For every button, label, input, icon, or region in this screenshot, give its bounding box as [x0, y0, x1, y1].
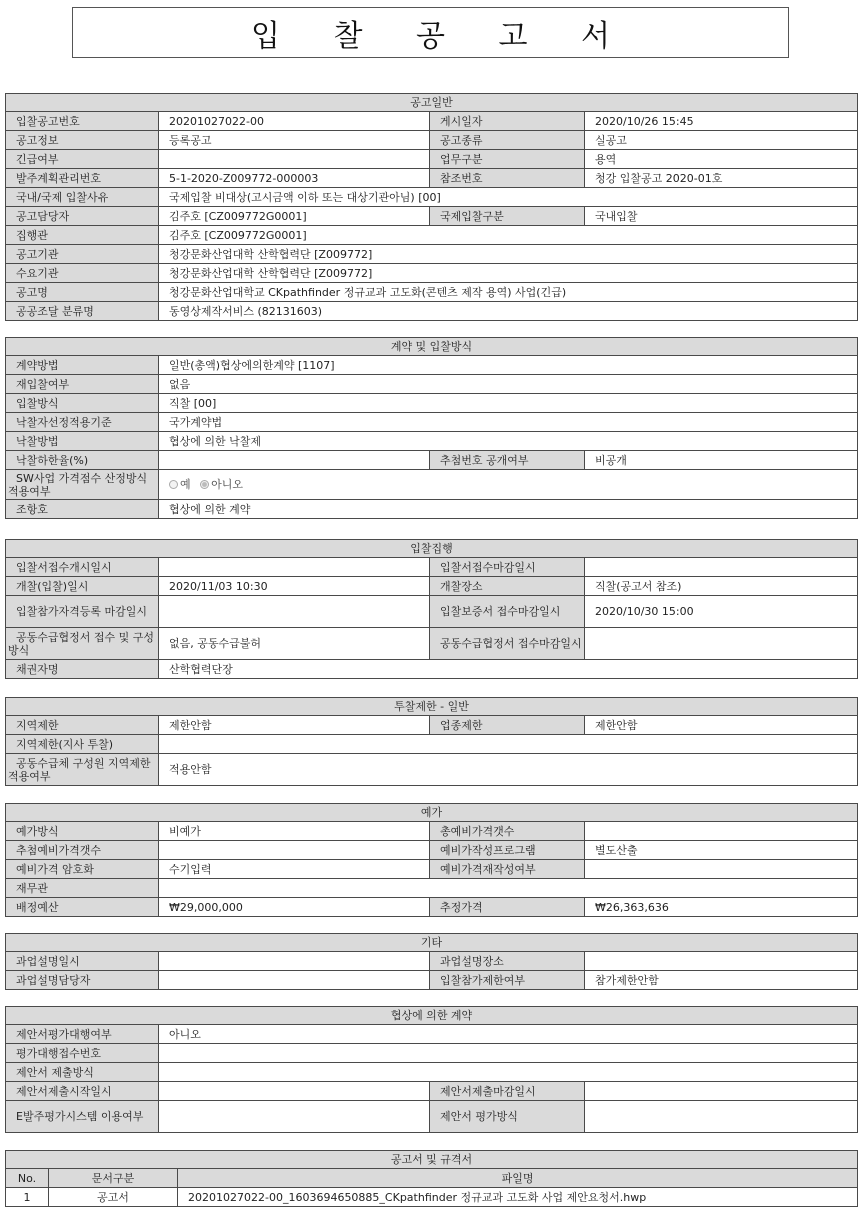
- field-value: 용역: [585, 150, 858, 169]
- field-label: 입찰참가제한여부: [430, 971, 585, 990]
- table-row: [6, 245, 858, 264]
- field-value: 제한안함: [585, 716, 858, 735]
- field-value: 동영상제작서비스 (82131603): [159, 302, 858, 321]
- table-row: [6, 596, 858, 628]
- field-value: [159, 558, 430, 577]
- field-label: 낙찰방법: [6, 432, 159, 451]
- field-value: 국가계약법: [159, 413, 858, 432]
- field-value: 제한안함: [159, 716, 430, 735]
- field-value: 아니오: [159, 1025, 858, 1044]
- radio-yes[interactable]: [169, 480, 178, 489]
- field-value: 청강문화산업대학 산학협력단 [Z009772]: [159, 264, 858, 283]
- field-label: 참조번호: [430, 169, 585, 188]
- field-value: [159, 451, 430, 470]
- field-label: 총예비가격갯수: [430, 822, 585, 841]
- field-value: [159, 879, 858, 898]
- field-value: [585, 952, 858, 971]
- restriction-section: [5, 697, 858, 786]
- field-value: [585, 822, 858, 841]
- field-label: 과업설명일시: [6, 952, 159, 971]
- field-label: 국내/국제 입찰사유: [6, 188, 159, 207]
- field-value: 2020/11/03 10:30: [159, 577, 430, 596]
- field-label: 배정예산: [6, 898, 159, 917]
- field-label: 입찰방식: [6, 394, 159, 413]
- field-value: 적용안함: [159, 754, 858, 786]
- field-value: 2020/10/30 15:00: [585, 596, 858, 628]
- field-label: 공고종류: [430, 131, 585, 150]
- section-header: 계약 및 입찰방식: [6, 338, 858, 356]
- field-label: 제안서제출마감일시: [430, 1082, 585, 1101]
- radio-yes-label: 예: [180, 478, 191, 491]
- field-label: 공공조달 분류명: [6, 302, 159, 321]
- field-label: 수요기관: [6, 264, 159, 283]
- field-label: 제안서제출시작일시: [6, 1082, 159, 1101]
- table-row: [6, 735, 858, 754]
- field-value: 없음, 공동수급불허: [159, 628, 430, 660]
- table-row: [6, 500, 858, 519]
- field-label: [6, 754, 159, 786]
- field-label: 예비가작성프로그램: [430, 841, 585, 860]
- field-value: ₩26,363,636: [585, 898, 858, 917]
- table-row: [6, 375, 858, 394]
- table-row: [6, 577, 858, 596]
- field-value: 김주호 [CZ009772G0001]: [159, 226, 858, 245]
- table-row: [6, 302, 858, 321]
- table-row: [6, 1101, 858, 1133]
- table-row: [6, 226, 858, 245]
- field-value: [585, 1082, 858, 1101]
- field-value: 비예가: [159, 822, 430, 841]
- field-value: 협상에 의한 계약: [159, 500, 858, 519]
- field-value: ₩29,000,000: [159, 898, 430, 917]
- field-value: 국내입찰: [585, 207, 858, 226]
- field-value: 비공개: [585, 451, 858, 470]
- table-row: [6, 169, 858, 188]
- field-label: 추첨예비가격갯수: [6, 841, 159, 860]
- field-value: 2020/10/26 15:45: [585, 112, 858, 131]
- field-value: 직찰(공고서 참조): [585, 577, 858, 596]
- general-section: [5, 93, 858, 321]
- execution-section: [5, 539, 858, 679]
- field-label: 지역제한: [6, 716, 159, 735]
- field-label: 평가대행접수번호: [6, 1044, 159, 1063]
- label-text: 공동수급협정서 접수 및 구성방식: [8, 630, 155, 657]
- table-row: [6, 860, 858, 879]
- field-label: 공고담당자: [6, 207, 159, 226]
- table-row: [6, 822, 858, 841]
- field-label: 과업설명장소: [430, 952, 585, 971]
- table-row: [6, 264, 858, 283]
- field-label: [6, 628, 159, 660]
- document-title-box: [72, 7, 789, 58]
- field-value: 청강 입찰공고 2020-01호: [585, 169, 858, 188]
- table-row: [6, 754, 858, 786]
- field-value: 산학협력단장: [159, 660, 858, 679]
- column-header: 파일명: [178, 1169, 858, 1188]
- file-name-link[interactable]: 20201027022-00_1603694650885_CKpathfinder 정규교과 고도화 사업 제안요청서.hwp: [178, 1188, 858, 1207]
- field-label: 게시일자: [430, 112, 585, 131]
- field-value: 김주호 [CZ009772G0001]: [159, 207, 430, 226]
- field-label: 추정가격: [430, 898, 585, 917]
- field-label: 예가방식: [6, 822, 159, 841]
- field-label: 채권자명: [6, 660, 159, 679]
- field-label: 긴급여부: [6, 150, 159, 169]
- field-label: [6, 1101, 159, 1133]
- table-row: [6, 952, 858, 971]
- field-label: 조항호: [6, 500, 159, 519]
- price-section: [5, 803, 858, 917]
- field-value: 일반(총액)협상에의한계약 [1107]: [159, 356, 858, 375]
- field-value: 협상에 의한 낙찰제: [159, 432, 858, 451]
- label-text: 입찰참가자격등록 마감일시: [16, 605, 148, 618]
- field-label: 국제입찰구분: [430, 207, 585, 226]
- table-row: [6, 716, 858, 735]
- field-value: [585, 860, 858, 879]
- section-header: 기타: [6, 934, 858, 952]
- field-label: 과업설명담당자: [6, 971, 159, 990]
- files-section: [5, 1150, 858, 1207]
- field-value: [159, 952, 430, 971]
- field-value: 20201027022-00: [159, 112, 430, 131]
- field-value: 없음: [159, 375, 858, 394]
- field-label: 재무관: [6, 879, 159, 898]
- field-value: [585, 628, 858, 660]
- field-value: [159, 735, 858, 754]
- contract-section: [5, 337, 858, 519]
- field-value: 국제입찰 비대상(고시금액 이하 또는 대상기관아님) [00]: [159, 188, 858, 207]
- field-label: 낙찰하한율(%): [6, 451, 159, 470]
- field-label: 제안서 평가방식: [430, 1101, 585, 1133]
- field-value: [159, 1082, 430, 1101]
- etc-section: [5, 933, 858, 990]
- table-row: [6, 150, 858, 169]
- section-header: 투찰제한 - 일반: [6, 698, 858, 716]
- field-value: [159, 596, 430, 628]
- field-label: 입찰공고번호: [6, 112, 159, 131]
- column-header: No.: [6, 1169, 49, 1188]
- table-row: [6, 413, 858, 432]
- table-row: [6, 879, 858, 898]
- radio-no-label: 아니오: [211, 478, 244, 491]
- table-row: [6, 1025, 858, 1044]
- field-value: [159, 1101, 430, 1133]
- field-label: 입찰보증서 접수마감일시: [430, 596, 585, 628]
- table-row: [6, 112, 858, 131]
- label-text: 공동수급협정서 접수마감일시: [440, 637, 582, 650]
- table-row: [6, 1044, 858, 1063]
- field-value: 참가제한안함: [585, 971, 858, 990]
- table-row: [6, 1082, 858, 1101]
- section-header: 공고서 및 규격서: [6, 1151, 858, 1169]
- table-row: [6, 394, 858, 413]
- field-value: 별도산출: [585, 841, 858, 860]
- field-label: 개찰장소: [430, 577, 585, 596]
- label-text: E발주평가시스템 이용여부: [16, 1110, 144, 1123]
- table-row: [6, 432, 858, 451]
- field-label: 입찰서접수개시일시: [6, 558, 159, 577]
- table-row: [6, 451, 858, 470]
- field-label: [6, 470, 159, 500]
- field-label: 업무구분: [430, 150, 585, 169]
- field-label: 추첨번호 공개여부: [430, 451, 585, 470]
- section-header: 예가: [6, 804, 858, 822]
- table-row: [6, 356, 858, 375]
- field-value: 실공고: [585, 131, 858, 150]
- section-header: 협상에 의한 계약: [6, 1007, 858, 1025]
- field-label: 개찰(입찰)일시: [6, 577, 159, 596]
- field-value: [159, 971, 430, 990]
- field-value: 수기입력: [159, 860, 430, 879]
- field-label: 예비가격 암호화: [6, 860, 159, 879]
- table-row: [6, 898, 858, 917]
- field-label: [6, 596, 159, 628]
- field-label: 재입찰여부: [6, 375, 159, 394]
- field-value: [159, 150, 430, 169]
- field-value: 청강문화산업대학교 CKpathfinder 정규교과 고도화(콘텐츠 제작 용역) 사업(긴급): [159, 283, 858, 302]
- table-row: [6, 628, 858, 660]
- field-label: 집행관: [6, 226, 159, 245]
- table-row: [6, 660, 858, 679]
- field-label: 입찰서접수마감일시: [430, 558, 585, 577]
- field-label: 계약방법: [6, 356, 159, 375]
- field-value: [159, 1063, 858, 1082]
- field-value: 등록공고: [159, 131, 430, 150]
- table-row: [6, 188, 858, 207]
- field-label: 발주계획관리번호: [6, 169, 159, 188]
- field-label: 공고명: [6, 283, 159, 302]
- section-header: 입찰집행: [6, 540, 858, 558]
- negotiation-section: [5, 1006, 858, 1133]
- field-label: 공고정보: [6, 131, 159, 150]
- label-text: 공동수급체 구성원 지역제한 적용여부: [8, 756, 151, 783]
- column-header: 문서구분: [49, 1169, 178, 1188]
- document-title: 입 찰 공 고 서: [250, 18, 633, 54]
- table-row: [6, 841, 858, 860]
- table-row: [6, 207, 858, 226]
- table-row: [6, 1188, 858, 1207]
- table-row: [6, 1063, 858, 1082]
- field-label: 공고기관: [6, 245, 159, 264]
- table-row: [6, 558, 858, 577]
- field-value: 청강문화산업대학 산학협력단 [Z009772]: [159, 245, 858, 264]
- field-label: 업종제한: [430, 716, 585, 735]
- field-label: 예비가격재작성여부: [430, 860, 585, 879]
- file-type: 공고서: [49, 1188, 178, 1207]
- file-number: 1: [6, 1188, 49, 1207]
- field-value: [159, 1044, 858, 1063]
- field-value: 직찰 [00]: [159, 394, 858, 413]
- sw-radio-group: [159, 470, 858, 500]
- section-header: 공고일반: [6, 94, 858, 112]
- field-label: [430, 628, 585, 660]
- table-row: [6, 971, 858, 990]
- field-value: [159, 841, 430, 860]
- field-label: 제안서평가대행여부: [6, 1025, 159, 1044]
- field-value: [585, 558, 858, 577]
- table-row: [6, 283, 858, 302]
- table-row: [6, 131, 858, 150]
- field-value: 5-1-2020-Z009772-000003: [159, 169, 430, 188]
- sw-label: SW사업 가격점수 산정방식 적용여부: [8, 471, 148, 498]
- table-row: [6, 470, 858, 500]
- table-header-row: [6, 1169, 858, 1188]
- field-value: [585, 1101, 858, 1133]
- field-label: 낙찰자선정적용기준: [6, 413, 159, 432]
- field-label: 제안서 제출방식: [6, 1063, 159, 1082]
- radio-no[interactable]: [200, 480, 209, 489]
- field-label: 지역제한(지사 투찰): [6, 735, 159, 754]
